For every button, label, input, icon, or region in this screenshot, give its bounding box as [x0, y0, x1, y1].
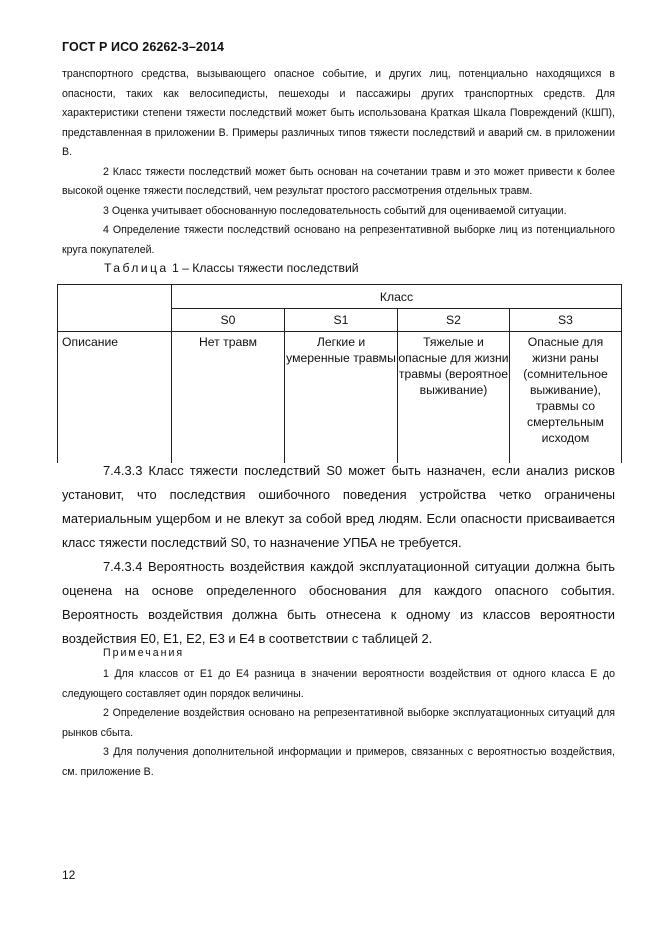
- notes-heading: Примечания: [103, 647, 185, 659]
- intro-note-2: 2 Класс тяжести последствий может быть основан на сочетании травм и это может привести к более высокой оценке тяжести последствий, чем результат простого рассмотрения отдельных травм.: [62, 165, 615, 197]
- body-text: [62, 459, 615, 651]
- table-caption-word: Таблица: [104, 261, 169, 275]
- notes-block: [62, 665, 615, 782]
- page-number: 12: [62, 868, 76, 882]
- intro-block: [62, 65, 615, 260]
- table-caption: [104, 261, 359, 275]
- paragraph-7-4-3-3: 7.4.3.3 Класс тяжести последствий S0 может быть назначен, если анализ рисков установит, что последствия ошибочного поведения устройства четко ограничены материальным ущербом и не влекут за собой вред людям. Если опасности присваивается класс тяжести последствий S0, то назначение УПБА не требуется.: [62, 463, 615, 550]
- table-cell: Тяжелые и опасные для жизни травмы (вероятное выживание): [398, 332, 510, 464]
- column-header: S0: [172, 309, 285, 332]
- column-header: S3: [510, 309, 622, 332]
- row-label: Описание: [58, 332, 172, 464]
- note-1: 1 Для классов от E1 до E4 разница в значении вероятности воздействия от одного класса E до следующего составляет один порядок величины.: [62, 668, 615, 700]
- column-header: S1: [285, 309, 398, 332]
- intro-note-4: 4 Определение тяжести последствий основано на репрезентативной выборке лиц из потенциального круга покупателей.: [62, 224, 615, 256]
- intro-paragraph: транспортного средства, вызывающего опасное событие, и других лиц, потенциально находящихся в опасности, таких как велосипедисты, пешеходы и пассажиры других транспортных средств. Для характеристики степени тяжести последствий может быть использована Краткая Шкала Повреждений (КШП), представленная в приложении В. Примеры различных типов тяжести последствий и аварий см. в приложении В.: [62, 68, 615, 158]
- paragraph-7-4-3-4: 7.4.3.4 Вероятность воздействия каждой эксплуатационной ситуации должна быть оценена на основе определенного обоснования для каждого опасного события. Вероятность воздействия должна быть отнесена к одному из классов вероятности воздействия E0, E1, E2, E3 и E4 в соответствии с таблицей 2.: [62, 559, 615, 646]
- document-header: ГОСТ Р ИСО 26262-3–2014: [62, 40, 225, 54]
- note-2: 2 Определение воздействия основано на репрезентативной выборке эксплуатационных ситуаций для рынков сбыта.: [62, 707, 615, 739]
- column-header: S2: [398, 309, 510, 332]
- table-cell: Легкие и умеренные травмы: [285, 332, 398, 464]
- table-corner-cell: [58, 285, 172, 332]
- table-caption-text: 1 – Классы тяжести последствий: [168, 261, 359, 275]
- severity-table: [57, 284, 622, 463]
- note-3: 3 Для получения дополнительной информации и примеров, связанных с вероятностью воздействия, см. приложение В.: [62, 746, 615, 778]
- table-cell: Нет травм: [172, 332, 285, 464]
- table-cell: Опасные для жизни раны (сомнительное выживание), травмы со смертельным исходом: [510, 332, 622, 464]
- table-group-header: Класс: [172, 285, 622, 309]
- intro-note-3: 3 Оценка учитывает обоснованную последовательность событий для оцениваемой ситуации.: [103, 204, 567, 217]
